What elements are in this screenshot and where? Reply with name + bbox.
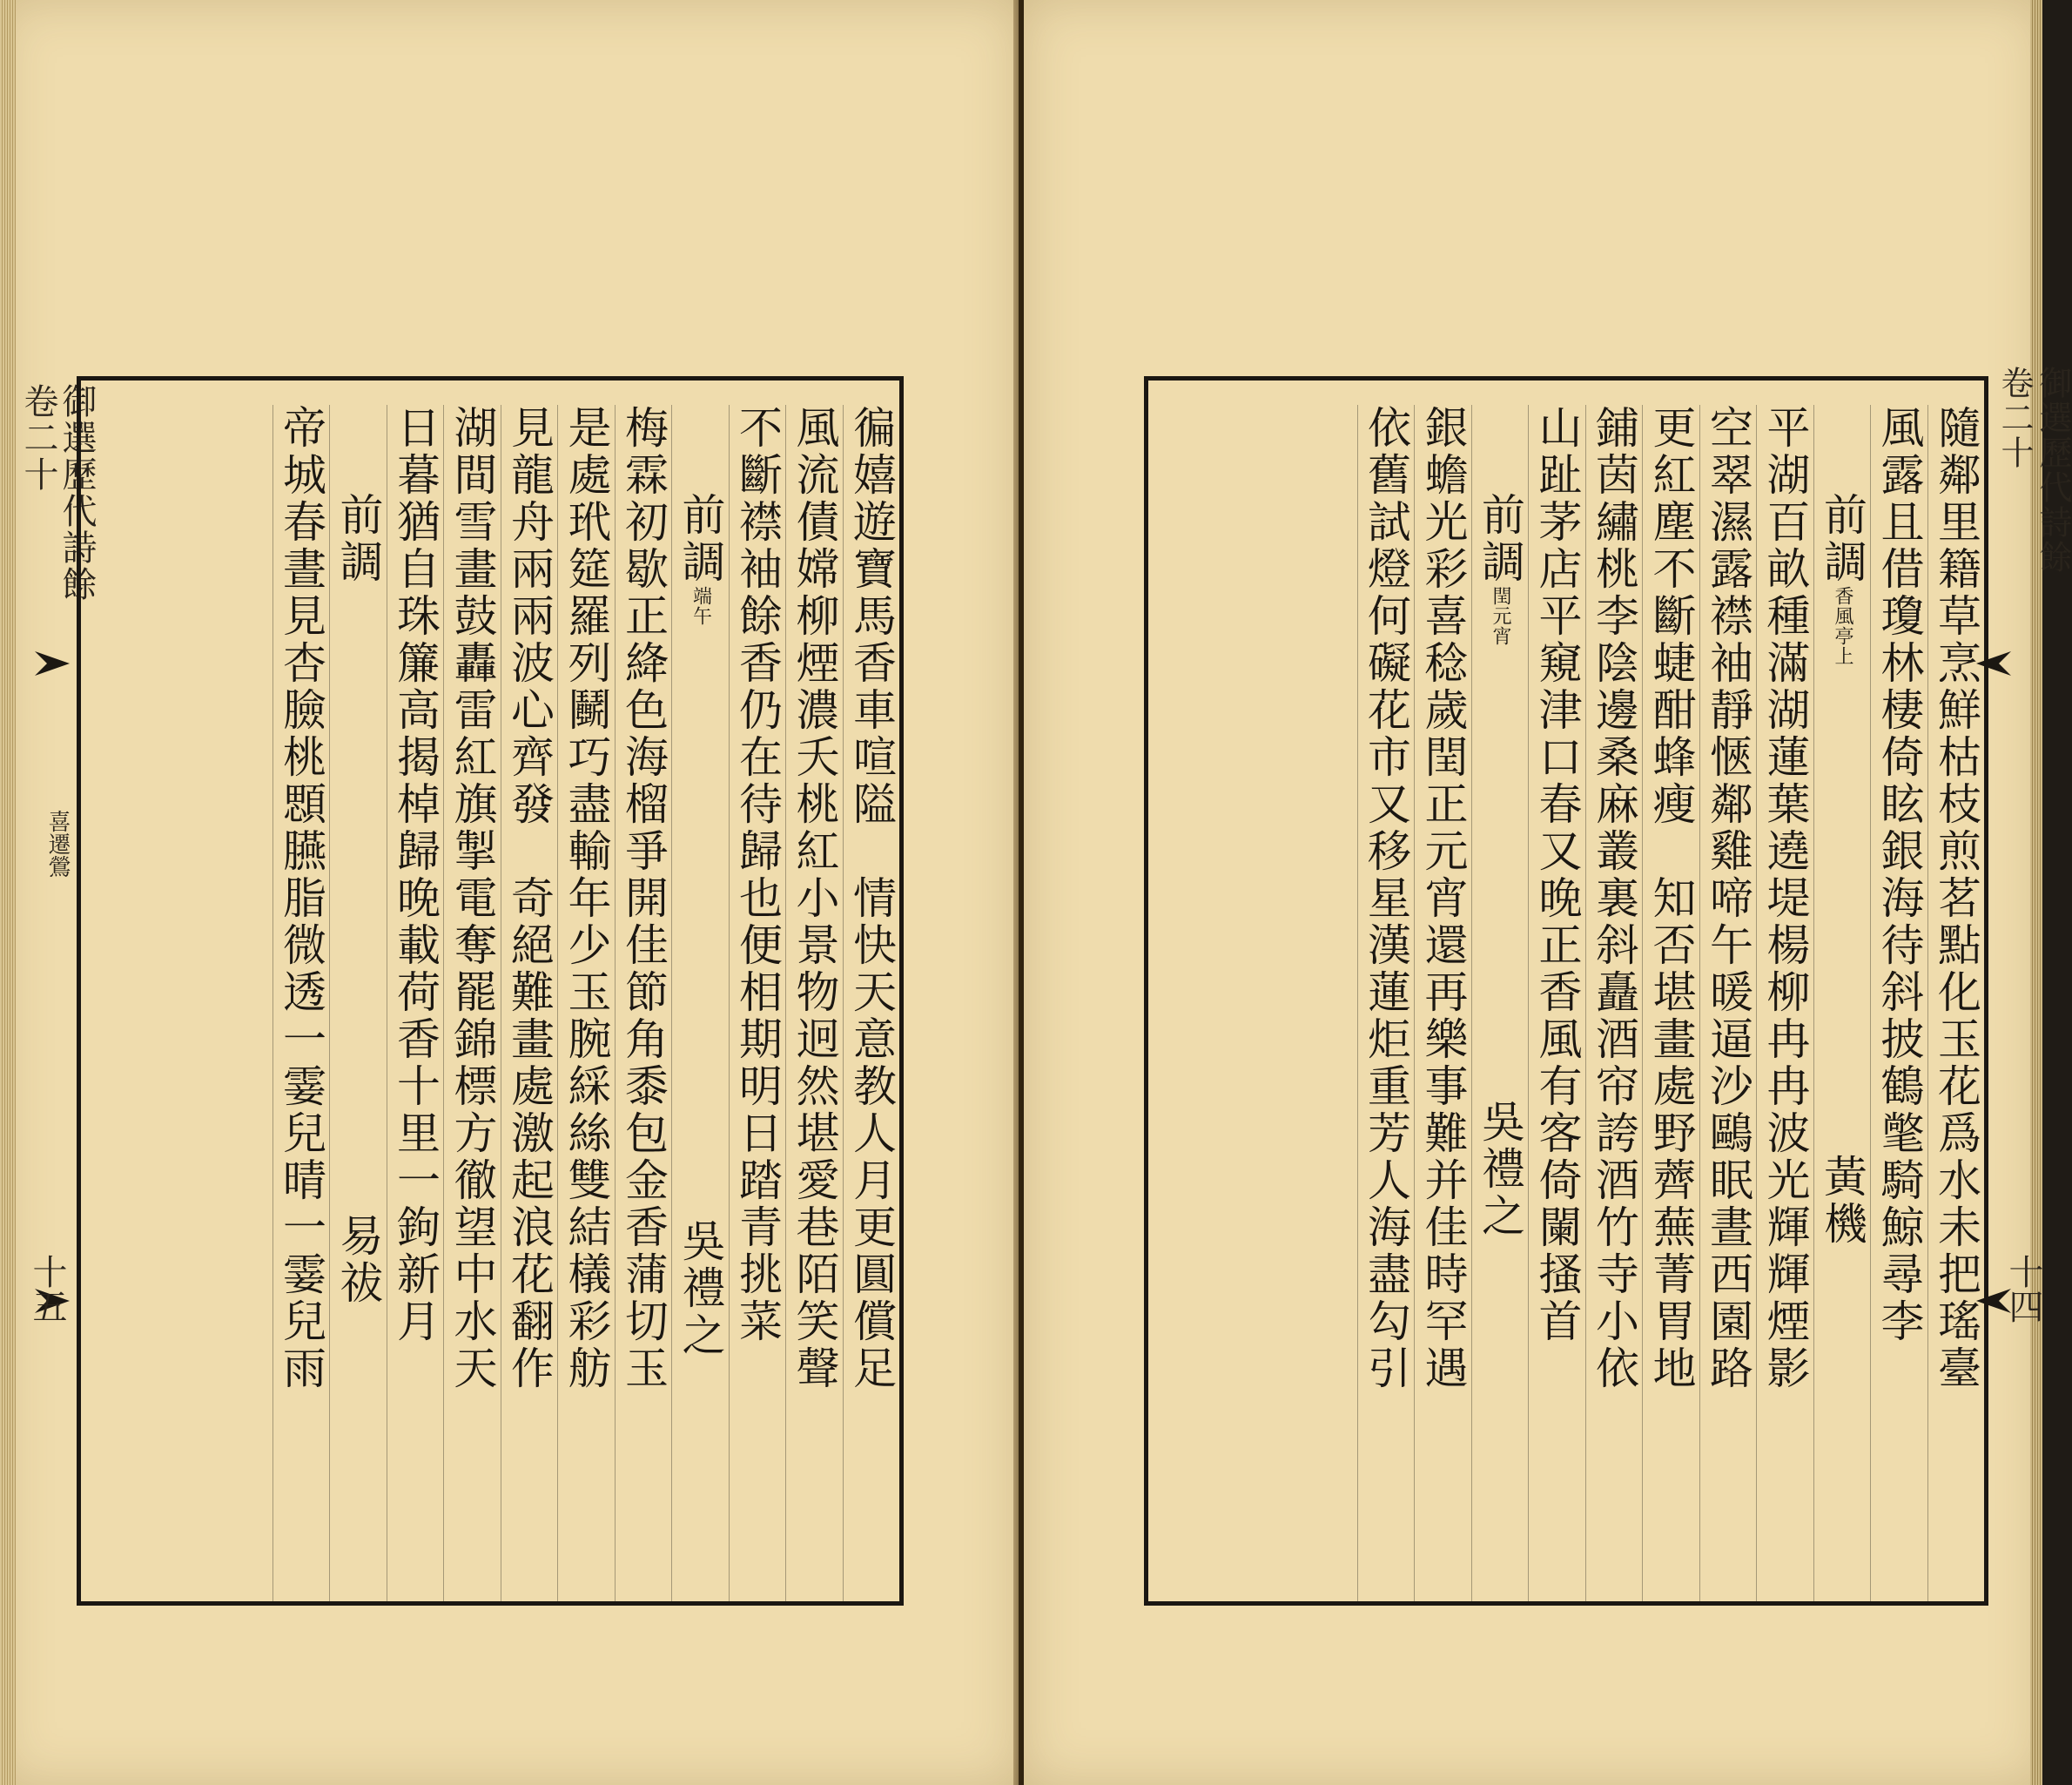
- left-page: [0, 0, 1019, 1785]
- text-column: 見龍舟兩兩波心齊發 奇絕難畫處激起浪花翻作: [501, 405, 558, 1601]
- text-column: 日暮猶自珠簾高揭棹歸晚載荷香十里一鉤新月: [387, 405, 444, 1601]
- text-column: 風露且借瓊林棲倚眩銀海待斜披鶴氅騎鯨尋李: [1870, 405, 1927, 1601]
- poem-heading-column: [671, 405, 729, 1601]
- text-column: 徧嬉遊寶馬香車喧隘 情快天意教人月更圓償足: [843, 405, 900, 1601]
- text-column: 帝城春晝見杏臉桃顋臙脂微透一霎兒晴一霎兒雨: [272, 405, 330, 1601]
- text-column: 空翠濕露襟袖靜愜鄰雞啼午暖逼沙鷗眠晝西園路: [1699, 405, 1757, 1601]
- poem-author: 吳禮之: [1475, 1099, 1525, 1240]
- poem-author: 黃機: [1817, 1154, 1867, 1248]
- poem-author: 吳禮之: [675, 1218, 726, 1359]
- right-text-block: [1148, 381, 1984, 1601]
- text-column: 鋪茵繡桃李陰邊桑麻叢裏斜矗酒帘誇酒竹寺小依: [1585, 405, 1643, 1601]
- fish-tail-mark-icon: [35, 651, 70, 676]
- right-folio: 十四: [2003, 1254, 2043, 1324]
- text-column: 是處玳筵羅列鬭巧盡輸年少玉腕綵絲雙結檥彩舫: [557, 405, 615, 1601]
- poem-heading-column: [1471, 405, 1529, 1601]
- poem-note: 端午: [690, 586, 712, 626]
- text-column: 依舊試燈何礙花市又移星漢蓮炬重芳人海盡勾引: [1357, 405, 1415, 1601]
- poem-title: 前調: [333, 492, 384, 586]
- poem-title: 前調: [1475, 492, 1525, 586]
- right-text-frame: [1144, 376, 1988, 1606]
- poem-note: 香風亭上: [1832, 586, 1853, 666]
- right-fore-edge-title: 御選歷代詩餘 卷二十: [1995, 366, 2072, 575]
- left-text-frame: [77, 376, 904, 1606]
- poem-title: 前調: [675, 492, 726, 586]
- text-column: 湖間雪畫鼓轟雷紅旗掣電奪罷錦標方徹望中水天: [443, 405, 501, 1601]
- poem-heading-column: [1813, 405, 1871, 1601]
- poem-note: 閏元宵: [1490, 586, 1511, 646]
- poem-title: 前調: [1817, 492, 1867, 586]
- poem-heading-column: [329, 405, 387, 1601]
- left-text-block: [81, 381, 899, 1601]
- text-column: 平湖百畝種滿湖蓮葉遶堤楊柳冉冉波光輝輝煙影: [1756, 405, 1813, 1601]
- left-folio: 十五: [27, 1254, 67, 1324]
- text-column: 隨鄰里籍草烹鮮枯枝煎茗點化玉花爲水未把瑤臺: [1927, 405, 1985, 1601]
- text-column: 更紅塵不斷蜨酣蜂瘦 知否堪畫處野薺蕪菁胃地: [1642, 405, 1699, 1601]
- text-column: 銀蟾光彩喜稔歲閏正元宵還再樂事難并佳時罕遇: [1414, 405, 1471, 1601]
- text-column: 梅霖初歇正絳色海榴爭開佳節角黍包金香蒲切玉: [615, 405, 672, 1601]
- poem-author: 易祓: [333, 1213, 384, 1307]
- right-page-edges: [2030, 0, 2042, 1785]
- text-column: 風流債嫦柳煙濃夭桃紅小景物迥然堪愛巷陌笑聲: [785, 405, 843, 1601]
- text-column: 不斷襟袖餘香仍在待歸也便相期明日踏青挑菜: [729, 405, 786, 1601]
- left-tune-name: 喜遷鶯: [44, 810, 71, 878]
- text-column: 山趾茅店平窺津口春又晚正香風有客倚闌搔首: [1528, 405, 1585, 1601]
- left-page-edges: [0, 0, 16, 1785]
- left-fore-edge-title: 御選歷代詩餘 卷二十: [18, 383, 97, 603]
